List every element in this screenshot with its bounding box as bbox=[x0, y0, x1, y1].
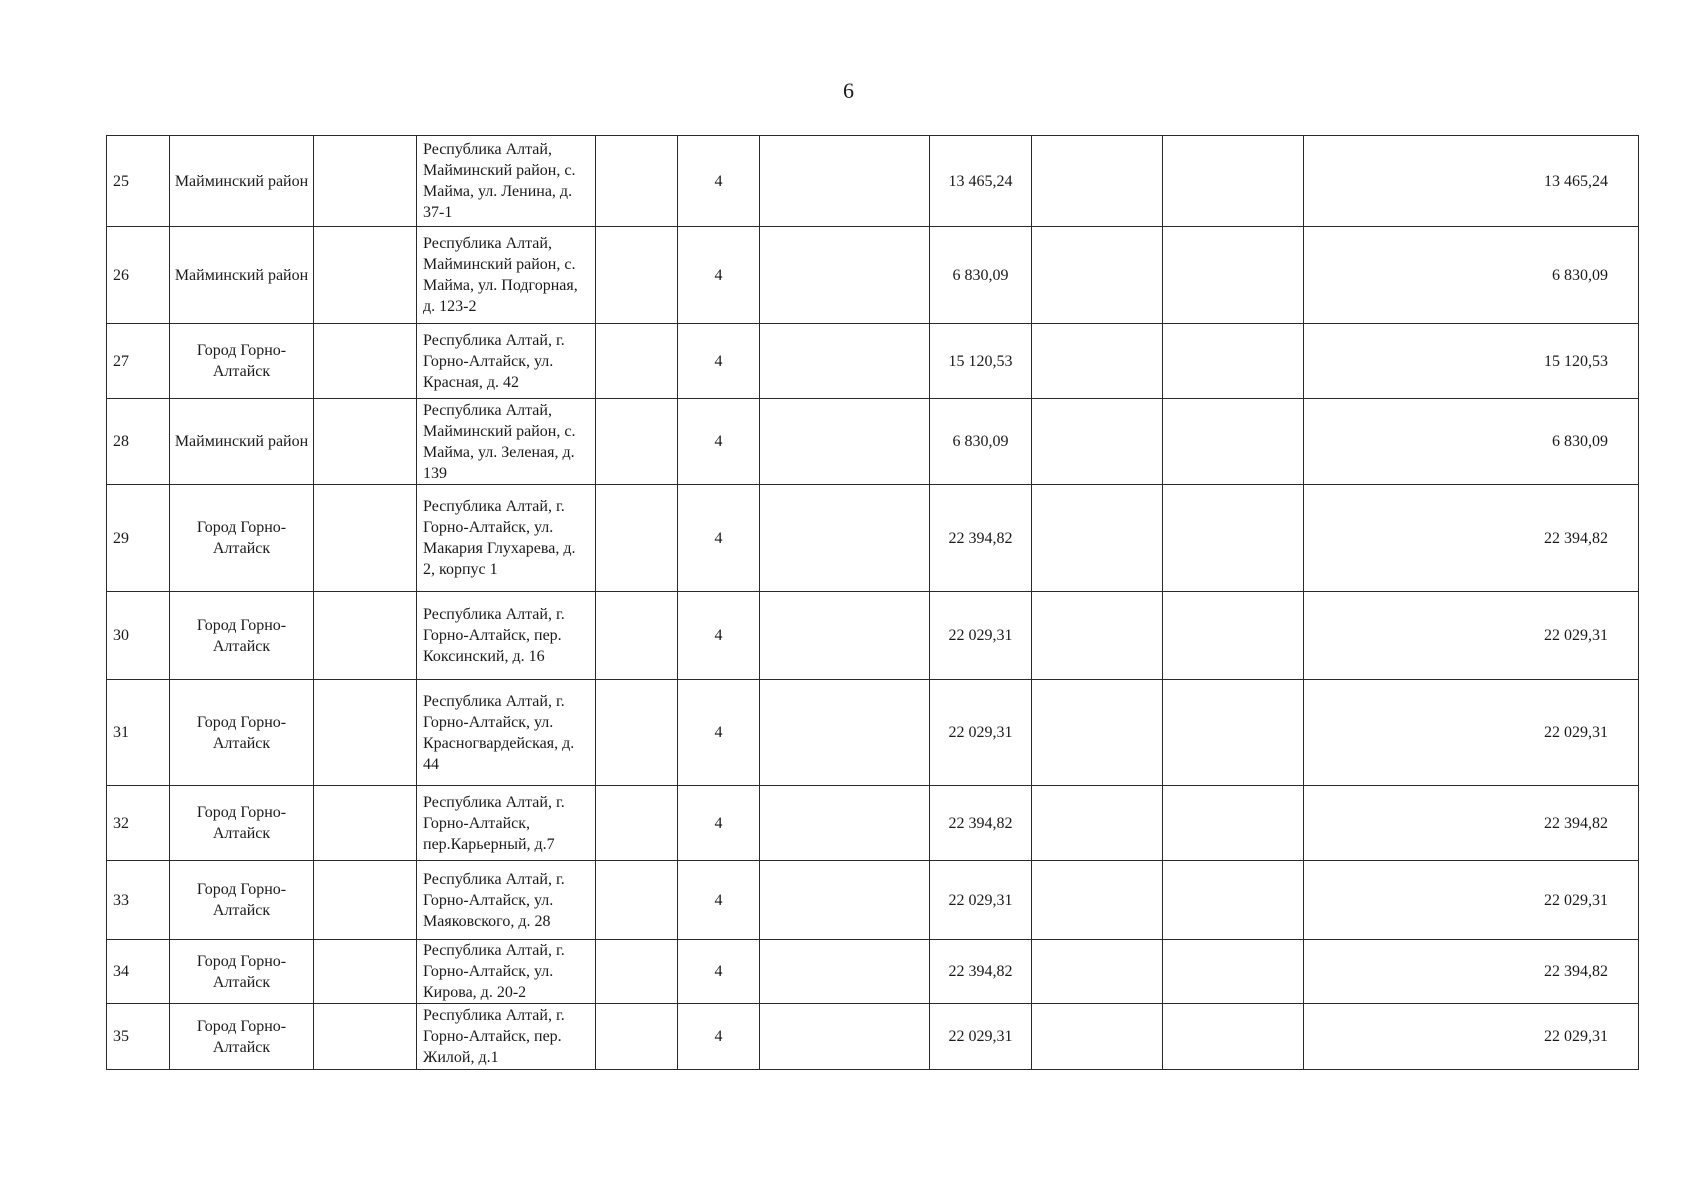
cost-cell: 13 465,24 bbox=[930, 136, 1032, 227]
empty-cell bbox=[596, 786, 678, 861]
count-cell: 4 bbox=[678, 592, 760, 680]
empty-cell bbox=[1032, 227, 1163, 324]
row-number-cell: 32 bbox=[107, 786, 170, 861]
empty-cell bbox=[760, 786, 930, 861]
empty-cell bbox=[314, 227, 417, 324]
empty-cell bbox=[596, 592, 678, 680]
empty-cell bbox=[760, 592, 930, 680]
address-cell: Республика Алтай, Майминский район, с. Майма, ул. Подгорная, д. 123-2 bbox=[417, 227, 596, 324]
row-number-cell: 25 bbox=[107, 136, 170, 227]
table-row bbox=[107, 485, 1639, 592]
row-number-cell: 27 bbox=[107, 324, 170, 399]
municipality-cell: Майминский район bbox=[170, 227, 314, 324]
property-table bbox=[106, 135, 1639, 1070]
total-cell: 22 029,31 bbox=[1304, 1004, 1639, 1070]
total-cell: 6 830,09 bbox=[1304, 227, 1639, 324]
empty-cell bbox=[314, 592, 417, 680]
empty-cell bbox=[1163, 136, 1304, 227]
count-cell: 4 bbox=[678, 861, 760, 940]
address-cell: Республика Алтай, г. Горно-Алтайск, пер.Карьерный, д.7 bbox=[417, 786, 596, 861]
empty-cell bbox=[314, 1004, 417, 1070]
empty-cell bbox=[1163, 1004, 1304, 1070]
row-number-cell: 30 bbox=[107, 592, 170, 680]
empty-cell bbox=[1032, 592, 1163, 680]
table-row bbox=[107, 940, 1639, 1004]
address-cell: Республика Алтай, Майминский район, с. Майма, ул. Ленина, д. 37-1 bbox=[417, 136, 596, 227]
municipality-cell: Город Горно-Алтайск bbox=[170, 786, 314, 861]
empty-cell bbox=[1163, 324, 1304, 399]
address-cell: Республика Алтай, Майминский район, с. Майма, ул. Зеленая, д. 139 bbox=[417, 399, 596, 485]
empty-cell bbox=[596, 861, 678, 940]
table-row bbox=[107, 680, 1639, 786]
empty-cell bbox=[1032, 786, 1163, 861]
row-number-cell: 31 bbox=[107, 680, 170, 786]
municipality-cell: Майминский район bbox=[170, 399, 314, 485]
total-cell: 22 029,31 bbox=[1304, 680, 1639, 786]
page-number: 6 bbox=[843, 78, 854, 103]
empty-cell bbox=[596, 399, 678, 485]
row-number-cell: 26 bbox=[107, 227, 170, 324]
count-cell: 4 bbox=[678, 227, 760, 324]
empty-cell bbox=[1163, 861, 1304, 940]
municipality-cell: Город Горно-Алтайск bbox=[170, 324, 314, 399]
count-cell: 4 bbox=[678, 324, 760, 399]
empty-cell bbox=[314, 136, 417, 227]
empty-cell bbox=[1032, 680, 1163, 786]
empty-cell bbox=[314, 324, 417, 399]
table-row bbox=[107, 399, 1639, 485]
row-number-cell: 33 bbox=[107, 861, 170, 940]
cost-cell: 22 029,31 bbox=[930, 1004, 1032, 1070]
total-cell: 22 394,82 bbox=[1304, 786, 1639, 861]
count-cell: 4 bbox=[678, 786, 760, 861]
empty-cell bbox=[596, 324, 678, 399]
empty-cell bbox=[760, 1004, 930, 1070]
cost-cell: 22 394,82 bbox=[930, 940, 1032, 1004]
empty-cell bbox=[1163, 786, 1304, 861]
empty-cell bbox=[596, 485, 678, 592]
row-number-cell: 28 bbox=[107, 399, 170, 485]
empty-cell bbox=[1032, 940, 1163, 1004]
address-cell: Республика Алтай, г. Горно-Алтайск, ул. Маяковского, д. 28 bbox=[417, 861, 596, 940]
cost-cell: 22 394,82 bbox=[930, 786, 1032, 861]
total-cell: 6 830,09 bbox=[1304, 399, 1639, 485]
table-row bbox=[107, 786, 1639, 861]
empty-cell bbox=[314, 861, 417, 940]
empty-cell bbox=[1163, 227, 1304, 324]
empty-cell bbox=[1032, 136, 1163, 227]
municipality-cell: Город Горно-Алтайск bbox=[170, 940, 314, 1004]
table-row bbox=[107, 136, 1639, 227]
empty-cell bbox=[760, 680, 930, 786]
count-cell: 4 bbox=[678, 680, 760, 786]
empty-cell bbox=[1163, 399, 1304, 485]
empty-cell bbox=[596, 680, 678, 786]
empty-cell bbox=[1032, 485, 1163, 592]
address-cell: Республика Алтай, г. Горно-Алтайск, пер. Коксинский, д. 16 bbox=[417, 592, 596, 680]
row-number-cell: 29 bbox=[107, 485, 170, 592]
total-cell: 22 394,82 bbox=[1304, 940, 1639, 1004]
count-cell: 4 bbox=[678, 136, 760, 227]
table-row bbox=[107, 592, 1639, 680]
empty-cell bbox=[314, 399, 417, 485]
municipality-cell: Майминский район bbox=[170, 136, 314, 227]
municipality-cell: Город Горно-Алтайск bbox=[170, 1004, 314, 1070]
table-body bbox=[107, 136, 1639, 1070]
table-row bbox=[107, 1004, 1639, 1070]
address-cell: Республика Алтай, г. Горно-Алтайск, пер. Жилой, д.1 bbox=[417, 1004, 596, 1070]
empty-cell bbox=[1163, 485, 1304, 592]
empty-cell bbox=[1163, 940, 1304, 1004]
empty-cell bbox=[760, 399, 930, 485]
empty-cell bbox=[596, 136, 678, 227]
municipality-cell: Город Горно-Алтайск bbox=[170, 485, 314, 592]
total-cell: 22 394,82 bbox=[1304, 485, 1639, 592]
count-cell: 4 bbox=[678, 1004, 760, 1070]
table-row bbox=[107, 861, 1639, 940]
empty-cell bbox=[596, 227, 678, 324]
municipality-cell: Город Горно-Алтайск bbox=[170, 680, 314, 786]
empty-cell bbox=[596, 1004, 678, 1070]
count-cell: 4 bbox=[678, 399, 760, 485]
cost-cell: 15 120,53 bbox=[930, 324, 1032, 399]
empty-cell bbox=[760, 227, 930, 324]
count-cell: 4 bbox=[678, 485, 760, 592]
empty-cell bbox=[1163, 592, 1304, 680]
total-cell: 22 029,31 bbox=[1304, 861, 1639, 940]
empty-cell bbox=[314, 485, 417, 592]
table-row bbox=[107, 324, 1639, 399]
empty-cell bbox=[760, 861, 930, 940]
empty-cell bbox=[314, 940, 417, 1004]
empty-cell bbox=[760, 485, 930, 592]
total-cell: 15 120,53 bbox=[1304, 324, 1639, 399]
empty-cell bbox=[1032, 861, 1163, 940]
table-row bbox=[107, 227, 1639, 324]
total-cell: 13 465,24 bbox=[1304, 136, 1639, 227]
municipality-cell: Город Горно-Алтайск bbox=[170, 861, 314, 940]
total-cell: 22 029,31 bbox=[1304, 592, 1639, 680]
count-cell: 4 bbox=[678, 940, 760, 1004]
empty-cell bbox=[760, 940, 930, 1004]
address-cell: Республика Алтай, г. Горно-Алтайск, ул. Красногвардейская, д. 44 bbox=[417, 680, 596, 786]
empty-cell bbox=[1032, 1004, 1163, 1070]
empty-cell bbox=[314, 680, 417, 786]
cost-cell: 22 029,31 bbox=[930, 861, 1032, 940]
address-cell: Республика Алтай, г. Горно-Алтайск, ул. Красная, д. 42 bbox=[417, 324, 596, 399]
address-cell: Республика Алтай, г. Горно-Алтайск, ул. Макария Глухарева, д. 2, корпус 1 bbox=[417, 485, 596, 592]
row-number-cell: 35 bbox=[107, 1004, 170, 1070]
row-number-cell: 34 bbox=[107, 940, 170, 1004]
cost-cell: 22 394,82 bbox=[930, 485, 1032, 592]
cost-cell: 6 830,09 bbox=[930, 227, 1032, 324]
empty-cell bbox=[314, 786, 417, 861]
municipality-cell: Город Горно-Алтайск bbox=[170, 592, 314, 680]
empty-cell bbox=[596, 940, 678, 1004]
empty-cell bbox=[1032, 399, 1163, 485]
address-cell: Республика Алтай, г. Горно-Алтайск, ул. Кирова, д. 20-2 bbox=[417, 940, 596, 1004]
cost-cell: 22 029,31 bbox=[930, 680, 1032, 786]
cost-cell: 22 029,31 bbox=[930, 592, 1032, 680]
empty-cell bbox=[1032, 324, 1163, 399]
empty-cell bbox=[760, 324, 930, 399]
cost-cell: 6 830,09 bbox=[930, 399, 1032, 485]
empty-cell bbox=[1163, 680, 1304, 786]
empty-cell bbox=[760, 136, 930, 227]
